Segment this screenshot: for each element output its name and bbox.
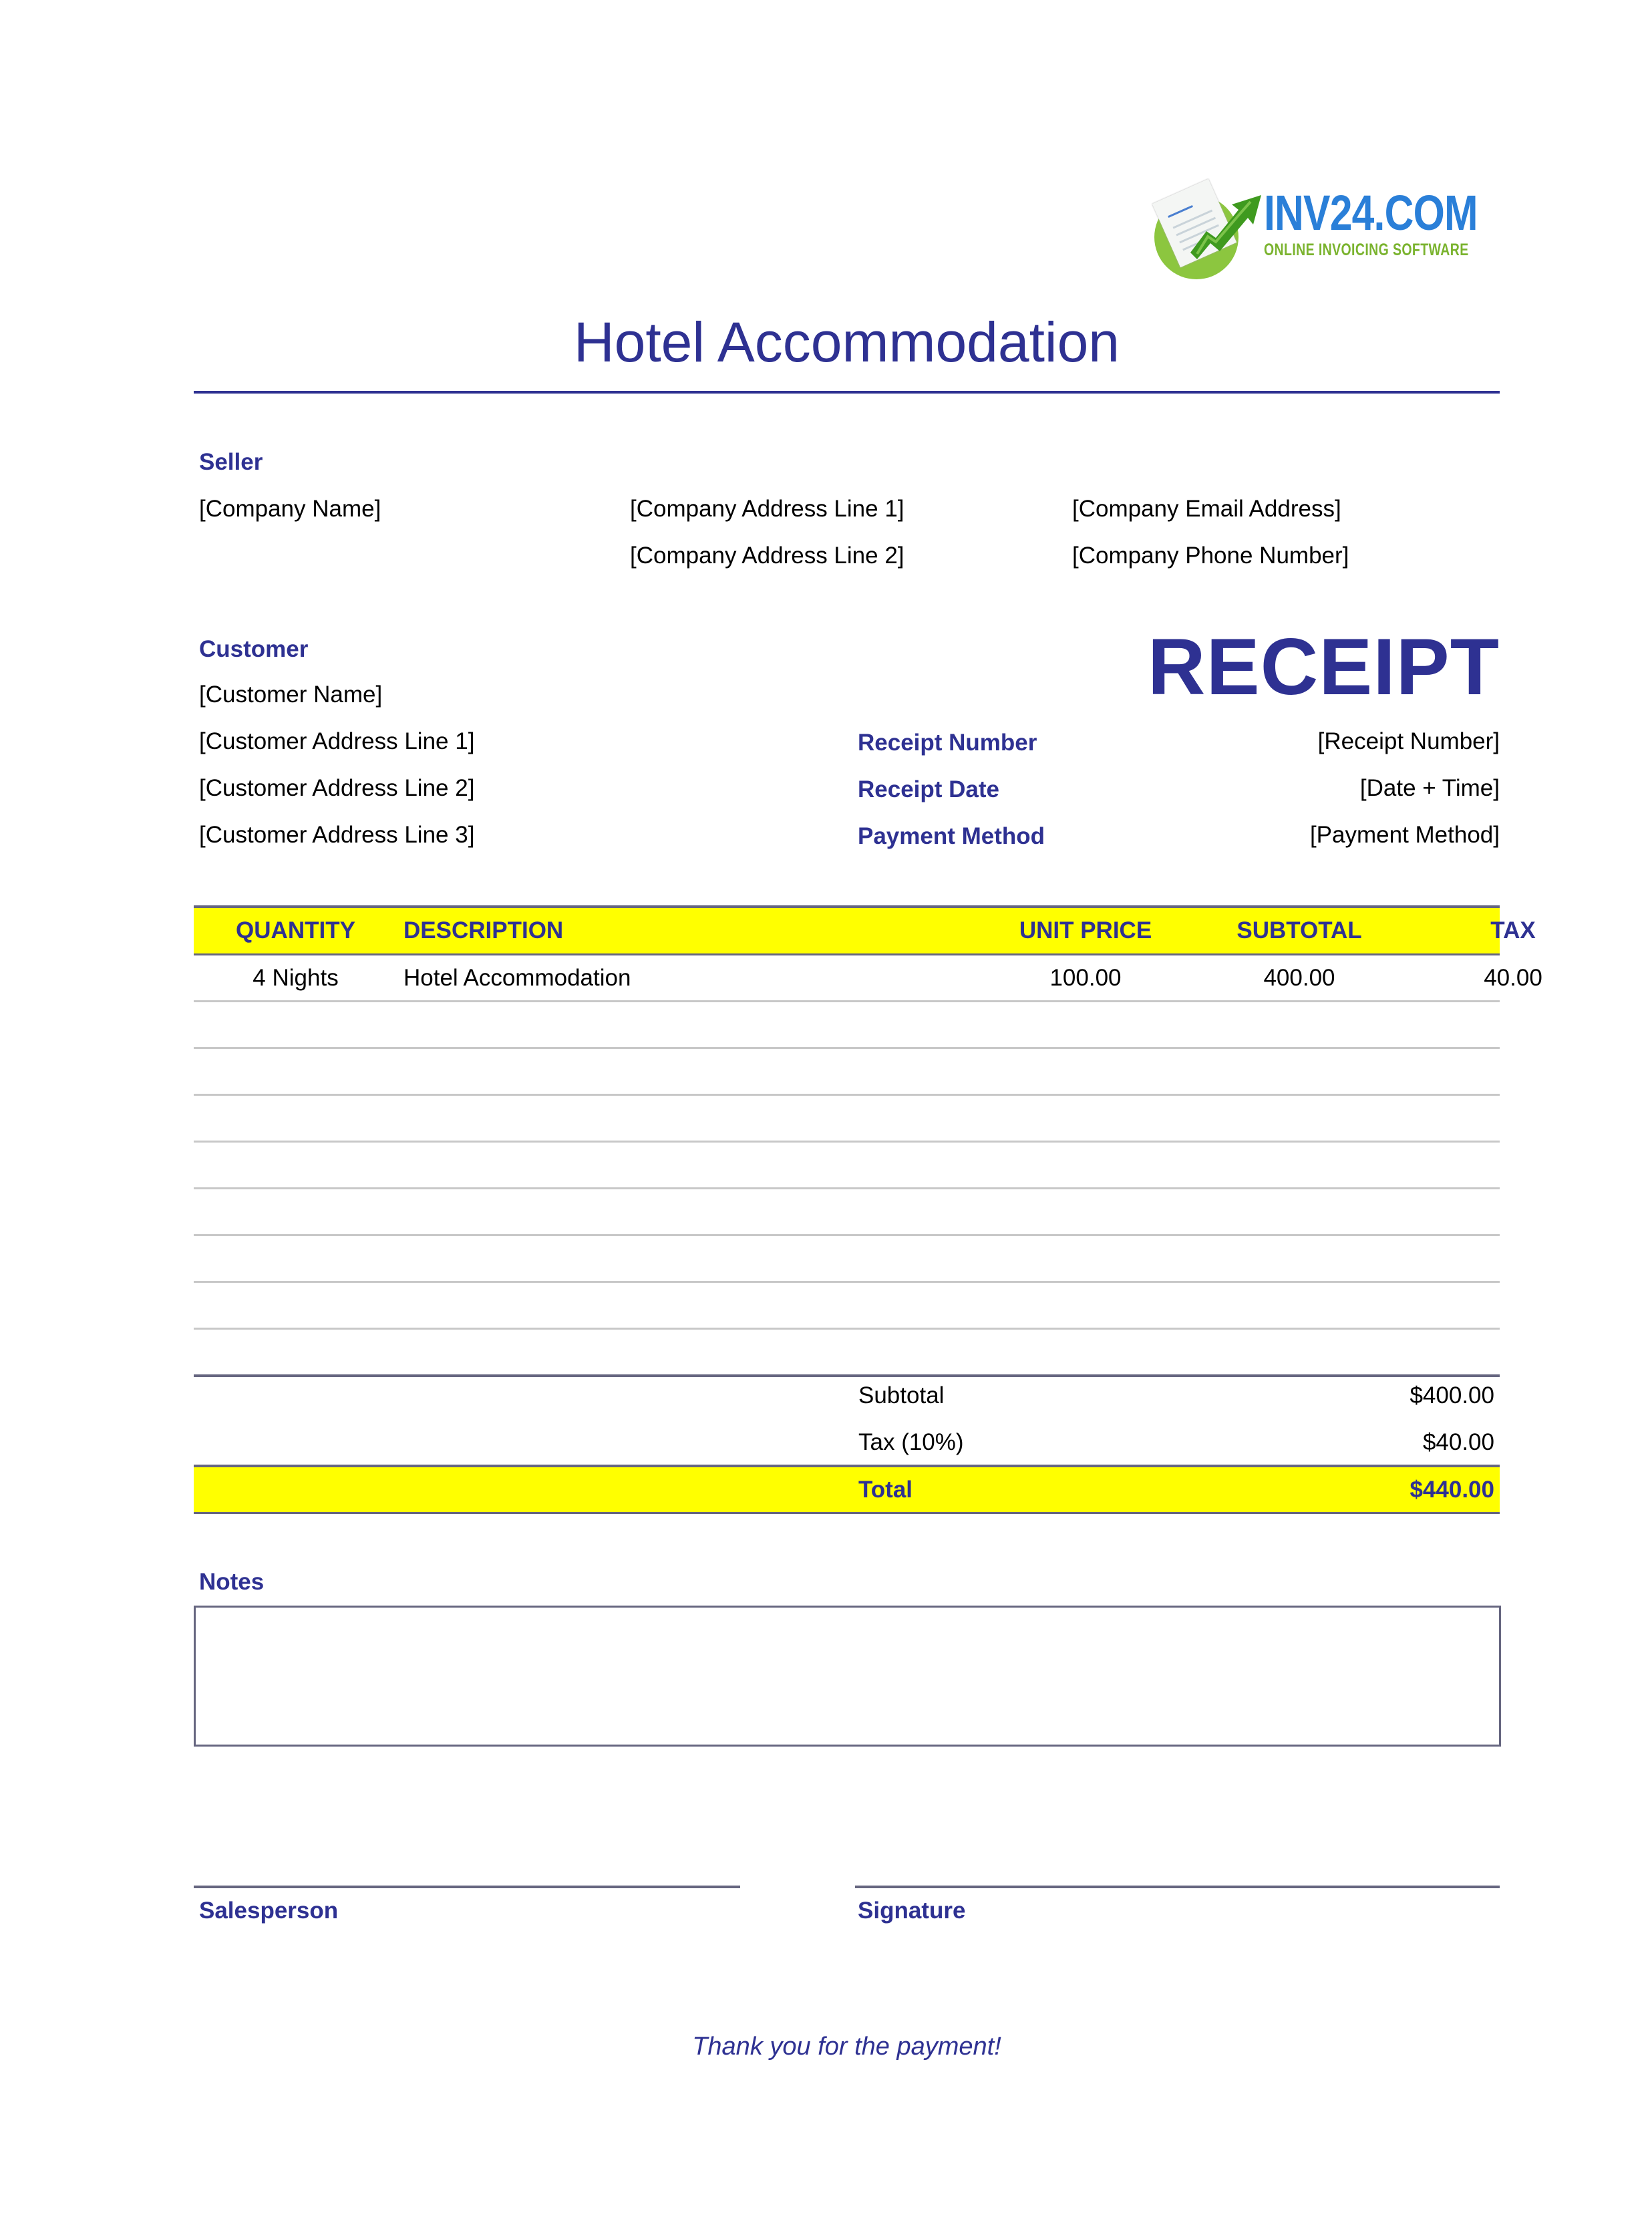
signature-label: Signature <box>858 1898 966 1924</box>
seller-phone: [Company Phone Number] <box>1072 543 1349 569</box>
cell-quantity: 4 Nights <box>253 965 339 991</box>
table-row <box>194 1049 1500 1096</box>
cell-description: Hotel Accommodation <box>403 965 631 991</box>
seller-company-name: [Company Name] <box>199 496 381 522</box>
tax-value: $40.00 <box>1422 1429 1494 1455</box>
total-value: $440.00 <box>1410 1477 1494 1503</box>
logo-tagline: ONLINE INVOICING SOFTWARE <box>1264 241 1469 259</box>
inv24-logo <box>1149 175 1478 275</box>
receipt-date-label: Receipt Date <box>858 776 1000 802</box>
receipt-number-label: Receipt Number <box>858 730 1037 756</box>
salesperson-label: Salesperson <box>199 1898 339 1924</box>
customer-address-line-2: [Customer Address Line 2] <box>199 775 475 801</box>
receipt-number-value: [Receipt Number] <box>1317 728 1500 754</box>
subtotal-label: Subtotal <box>858 1382 945 1408</box>
table-row <box>194 1236 1500 1283</box>
total-row <box>194 1465 1500 1514</box>
customer-name: [Customer Name] <box>199 682 383 708</box>
cell-subtotal: 400.00 <box>1263 965 1335 991</box>
growth-arrow-icon <box>1186 187 1267 261</box>
table-header-row <box>194 905 1536 955</box>
table-row <box>194 1143 1500 1189</box>
table-row <box>194 955 1542 1002</box>
receipt-heading: RECEIPT <box>1147 622 1500 712</box>
customer-address-line-3: [Customer Address Line 3] <box>199 822 475 848</box>
subtotal-row <box>194 1372 1500 1419</box>
customer-label: Customer <box>199 636 309 662</box>
customer-address-line-1: [Customer Address Line 1] <box>199 728 475 754</box>
title-divider <box>194 391 1500 394</box>
cell-tax: 40.00 <box>1484 965 1542 991</box>
document-title: Hotel Accommodation <box>573 311 1120 374</box>
seller-email: [Company Email Address] <box>1072 496 1341 522</box>
line-items-table <box>194 905 1542 1377</box>
cell-unit-price: 100.00 <box>1049 965 1122 991</box>
seller-label: Seller <box>199 449 263 475</box>
notes-label: Notes <box>199 1569 265 1595</box>
table-row <box>194 1189 1500 1236</box>
header-tax: TAX <box>1490 917 1536 943</box>
tax-row <box>194 1419 1500 1466</box>
notes-box[interactable] <box>194 1606 1501 1747</box>
header-description: DESCRIPTION <box>403 917 564 943</box>
payment-method-label: Payment Method <box>858 823 1045 849</box>
table-row <box>194 1002 1500 1049</box>
table-row <box>194 1283 1500 1330</box>
table-row <box>194 1096 1500 1143</box>
header-subtotal: SUBTOTAL <box>1236 917 1362 943</box>
thank-you-message: Thank you for the payment! <box>692 2033 1001 2061</box>
tax-label: Tax (10%) <box>858 1429 964 1455</box>
table-row <box>194 1330 1500 1377</box>
total-label: Total <box>858 1477 913 1503</box>
subtotal-value: $400.00 <box>1410 1382 1494 1408</box>
signature-line[interactable] <box>855 1886 1500 1888</box>
logo-brand-text: INV24.COM <box>1264 185 1478 241</box>
salesperson-line[interactable] <box>194 1886 740 1888</box>
header-quantity: QUANTITY <box>236 917 355 943</box>
receipt-date-value: [Date + Time] <box>1359 775 1500 801</box>
seller-address-line-2: [Company Address Line 2] <box>630 543 904 569</box>
seller-address-line-1: [Company Address Line 1] <box>630 496 904 522</box>
header-unit-price: UNIT PRICE <box>1019 917 1152 943</box>
payment-method-value: [Payment Method] <box>1309 822 1500 848</box>
